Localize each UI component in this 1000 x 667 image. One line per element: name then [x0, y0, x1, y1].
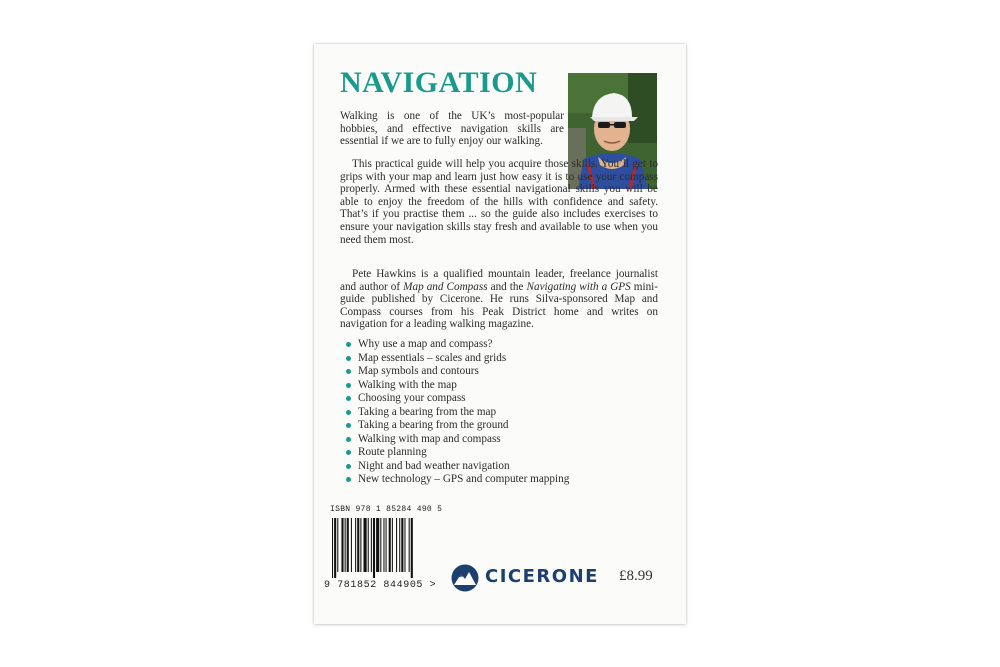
book-title: NAVIGATION — [340, 66, 538, 99]
barcode-bar — [376, 518, 379, 572]
list-item-label: Map symbols and contours — [358, 365, 479, 377]
list-item — [346, 392, 569, 406]
barcode-digits: 9 781852 844905 > — [324, 580, 437, 591]
barcode-bar — [345, 518, 346, 572]
list-item — [346, 352, 569, 366]
list-item-label: Night and bad weather navigation — [358, 459, 510, 472]
list-item-label: Walking with map and compass — [358, 432, 501, 445]
bullet-icon — [346, 396, 351, 401]
barcode-bar — [368, 518, 369, 572]
bullet-icon — [346, 342, 351, 347]
barcode-bar — [357, 518, 359, 572]
description-2 — [340, 158, 658, 246]
barcode-bar — [396, 518, 397, 572]
barcode-bar — [347, 518, 349, 572]
barcode-bar — [411, 518, 413, 578]
bullet-icon — [346, 464, 351, 469]
price: £8.99 — [619, 568, 653, 584]
barcode-bar — [401, 518, 403, 572]
list-item — [346, 419, 569, 433]
bio-text-3: mini-guide published by Cicerone. He runs Silva-sponsored Map and Compass courses from his Peak District home and writes on navigation for a leading walking magazine. — [340, 280, 658, 331]
bio-book-title-1: Map and Compass — [403, 280, 488, 293]
list-item-label: Taking a bearing from the map — [358, 405, 497, 418]
intro-paragraph-2 — [340, 158, 658, 246]
list-item — [346, 446, 569, 460]
bullet-icon — [346, 369, 351, 374]
list-item — [346, 379, 569, 393]
list-item-label: Walking with the map — [358, 378, 457, 391]
list-item-label: Why use a map and compass? — [358, 338, 493, 350]
list-item — [346, 433, 569, 447]
intro-paragraph-2-text: This practical guide will help you acquire those skills. You’ll get to grips with your map and learn just how easy it is to use your compass properly. Armed with these essential navigational skills you will be able to enjoy the freedom of the hills with confidence and safety. That’s if you practise them ... so the guide also includes exercises to ensure your navigation skills stay fresh and available to use when you need them most. — [340, 158, 658, 246]
list-item — [346, 473, 569, 487]
barcode-bar — [404, 518, 405, 572]
author-bio — [340, 268, 658, 331]
barcode-bar — [383, 518, 384, 572]
list-item — [346, 338, 569, 352]
bio-book-title-2: Navigating with a GPS — [526, 280, 631, 293]
barcode-icon — [332, 518, 444, 578]
bullet-icon — [346, 383, 351, 388]
bullet-icon — [346, 356, 351, 361]
barcode-bar — [337, 518, 338, 572]
barcode-bar — [332, 518, 333, 578]
barcode-bar — [360, 518, 361, 572]
intro-paragraph-1: Walking is one of the UK’s most-popular hobbies, and effective navigation skills are essential if we are to fully enjoy our walking. — [340, 110, 564, 148]
barcode-bar — [386, 518, 387, 572]
bullet-icon — [346, 410, 351, 415]
list-item-label: Route planning — [358, 446, 427, 458]
barcode-bar — [341, 518, 343, 572]
bio-text-2: and the — [487, 280, 527, 293]
barcode-bar — [364, 518, 367, 572]
bullet-icon — [346, 437, 351, 442]
contents-list — [346, 338, 569, 487]
book-back-cover — [314, 44, 686, 624]
barcode-bar — [351, 518, 352, 572]
bullet-icon — [346, 477, 351, 482]
bullet-icon — [346, 423, 351, 428]
list-item — [346, 406, 569, 420]
barcode-bar — [371, 518, 372, 572]
list-item-label: Map essentials – scales and grids — [358, 351, 507, 364]
description — [340, 110, 658, 152]
bio-text-1: Pete Hawkins is a qualified mountain leader, freelance journalist and author of — [340, 268, 658, 293]
publisher-name: CICERONE — [485, 566, 599, 587]
bullet-icon — [346, 450, 351, 455]
barcode-bar — [409, 518, 410, 572]
list-item-label: Taking a bearing from the ground — [358, 419, 509, 431]
list-item-label: Choosing your compass — [358, 392, 466, 404]
cicerone-logo-icon — [451, 564, 479, 592]
barcode-bar — [399, 518, 400, 572]
list-item — [346, 365, 569, 379]
barcode-bar — [380, 518, 381, 572]
barcode-bar — [334, 518, 336, 578]
list-item-label: New technology – GPS and computer mapping — [358, 473, 570, 485]
barcode-bar — [355, 518, 356, 572]
barcode-bar — [373, 518, 375, 578]
barcode-bar — [389, 518, 391, 572]
list-item — [346, 460, 569, 474]
barcode-bar — [392, 518, 393, 572]
isbn-label: ISBN 978 1 85284 490 5 — [330, 505, 443, 514]
